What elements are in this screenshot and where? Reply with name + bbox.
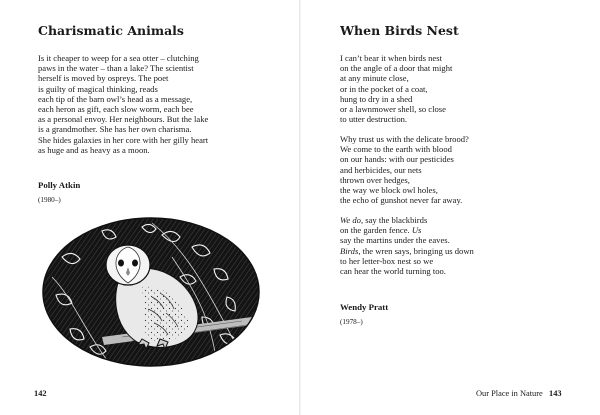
- poem-author: Polly Atkin: [38, 180, 81, 190]
- poem-line: the echo of gunshot never far away.: [340, 195, 463, 206]
- poem-line: or in the pocket of a coat,: [340, 83, 428, 94]
- poem-title: When Birds Nest: [340, 23, 459, 38]
- poem-line: to her letter-box nest so we: [340, 255, 434, 266]
- poem-body: [38, 53, 208, 155]
- page-number-right: 143: [549, 389, 562, 398]
- poem-line: hung to dry in a shed: [340, 93, 413, 104]
- author-dates: (1978–): [340, 318, 363, 326]
- poem-line: We come to the earth with blood: [340, 144, 452, 155]
- poem-line: is a grandmother. She has her own charisma.: [38, 124, 192, 135]
- poem-line: on the garden fence. Us: [340, 225, 422, 236]
- poem-line: the way we block owl holes,: [340, 185, 438, 196]
- poem-line: each heron as gift, each slow worm, each bee: [38, 104, 194, 115]
- poem-line: I can’t bear it when birds nest: [340, 53, 442, 63]
- poem-line: herself is moved by ospreys. The poet: [38, 73, 169, 84]
- poem-line: is guilty of magical thinking, reads: [38, 83, 158, 94]
- poem-line: as huge and as heavy as a moon.: [38, 144, 150, 155]
- poem-line: each tip of the barn owl’s head as a message,: [38, 93, 193, 104]
- poem-body: [340, 53, 474, 276]
- barn-owl-engraving: [42, 217, 260, 367]
- poem-line: or a lawnmower shell, so close: [340, 104, 446, 115]
- poem-line: can hear the world turning too.: [340, 266, 446, 277]
- poem-title: Charismatic Animals: [38, 23, 184, 38]
- author-dates: (1980–): [38, 196, 61, 204]
- poem-line: say the martins under the eaves.: [340, 235, 450, 246]
- page-number-left: 142: [34, 389, 47, 398]
- poem-line: She hides galaxies in her core with her gilly heart: [38, 134, 209, 145]
- poem-line: We do, say the blackbirds: [340, 215, 428, 226]
- stanza-break: [340, 205, 474, 215]
- poem-line: Birds, the wren says, bringing us down: [340, 245, 474, 256]
- poem-line: paws in the water – than a lake? The scientist: [38, 63, 194, 74]
- poem-line: Is it cheaper to weep for a sea otter – clutching: [38, 53, 199, 63]
- right-page: [300, 0, 600, 415]
- running-footer: Our Place in Nature 143: [476, 389, 562, 398]
- poem-line: as a personal envoy. Her neighbours. But the lake: [38, 114, 209, 125]
- stanza-break: [340, 124, 474, 134]
- poem-line: on the angle of a door that might: [340, 63, 453, 74]
- poem-line: at any minute close,: [340, 73, 409, 84]
- poem-author: Wendy Pratt: [340, 302, 389, 312]
- poem-line: on our hands: with our pesticides: [340, 154, 454, 165]
- poem-line: to utter destruction.: [340, 114, 408, 125]
- poem-line: thrown over hedges,: [340, 174, 410, 185]
- poem-line: Why trust us with the delicate brood?: [340, 134, 469, 145]
- poem-line: and herbicides, our nets: [340, 164, 422, 175]
